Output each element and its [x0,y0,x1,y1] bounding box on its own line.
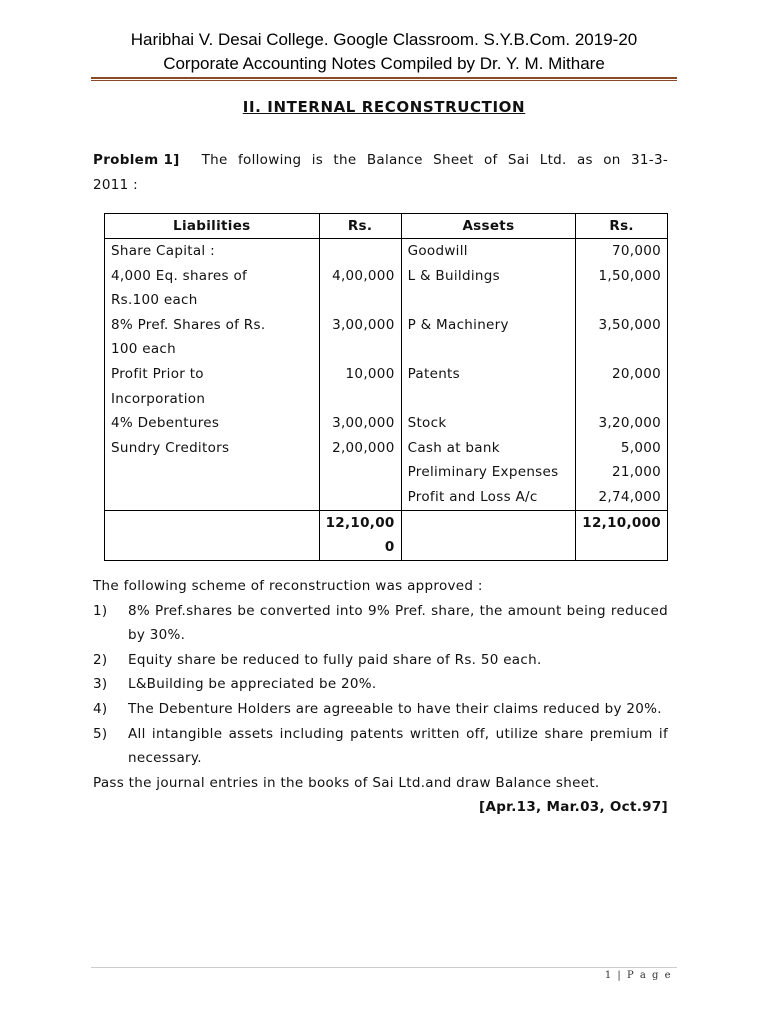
reconstruction-scheme [93,574,668,820]
table-row [105,337,668,362]
problem-label: Problem 1] [93,152,180,168]
problem-text-1: The following is the Balance Sheet of Sai Ltd. as on 31-3- [201,152,668,168]
asset-amount [576,387,668,412]
table-row [105,485,668,510]
list-item [93,672,668,697]
scheme-instruction: Pass the journal entries in the books of Sai Ltd.and draw Balance sheet. [93,774,600,791]
balance-sheet-table [104,213,668,561]
liability-name [105,485,320,510]
asset-amount: 3,50,000 [576,313,668,338]
header-liabilities: Liabilities [105,214,320,239]
header-divider [91,77,677,79]
liability-name: Incorporation [105,387,320,412]
asset-name: L & Buildings [401,264,576,289]
list-item-number: 2) [93,651,108,668]
asset-amount: 70,000 [576,239,668,264]
page-number: 1 | P a g e [604,970,672,981]
list-item-text: L&Building be appreciated be 20%. [128,676,377,693]
header-assets: Assets [401,214,576,239]
list-item-number: 3) [93,676,108,693]
page-header [0,28,768,76]
asset-name [401,387,576,412]
list-item-text: All intangible assets including patents written off, utilize share premium if necessary. [128,725,668,767]
problem-statement [93,148,668,198]
list-item-text: The Debenture Holders are agreeable to have their claims reduced by 20%. [128,700,662,717]
asset-amount: 5,000 [576,436,668,461]
liability-name: 100 each [105,337,320,362]
liability-amount: 3,00,000 [319,411,401,436]
asset-amount: 21,000 [576,460,668,485]
liability-name [105,460,320,485]
table-row [105,411,668,436]
asset-amount: 1,50,000 [576,264,668,289]
asset-name: Patents [401,362,576,387]
exam-reference: [Apr.13, Mar.03, Oct.97] [479,799,668,816]
table-row [105,264,668,289]
liability-amount [319,288,401,313]
total-liabilities: 12,10,00 0 [319,510,401,560]
header-line-1: Haribhai V. Desai College. Google Classroom. S.Y.B.Com. 2019-20 [130,30,638,49]
problem-line-1 [93,148,668,173]
table-row [105,436,668,461]
list-item-number: 4) [93,700,108,717]
asset-name: Cash at bank [401,436,576,461]
asset-name [401,288,576,313]
liability-amount [319,460,401,485]
liability-amount [319,387,401,412]
liability-amount: 2,00,000 [319,436,401,461]
liability-name: 4% Debentures [105,411,320,436]
liability-amount: 4,00,000 [319,264,401,289]
list-item-text: Equity share be reduced to fully paid share of Rs. 50 each. [128,651,542,668]
footer-divider [91,967,677,968]
table-row [105,387,668,412]
asset-name: Stock [401,411,576,436]
liability-name: Sundry Creditors [105,436,320,461]
list-item-number: 5) [93,725,108,742]
liability-name: 8% Pref. Shares of Rs. [105,313,320,338]
liability-amount: 3,00,000 [319,313,401,338]
liability-amount [319,239,401,264]
asset-name [401,337,576,362]
header-rs-liabilities: Rs. [319,214,401,239]
problem-text-2: 2011 : [93,177,138,193]
liability-amount [319,485,401,510]
asset-amount: 3,20,000 [576,411,668,436]
table-total-row [105,510,668,560]
liability-amount: 10,000 [319,362,401,387]
scheme-list [93,599,668,771]
total-assets: 12,10,000 [576,510,668,560]
liability-name: Profit Prior to [105,362,320,387]
list-item-text: 8% Pref.shares be converted into 9% Pref. share, the amount being reduced by 30%. [128,602,668,644]
table-header-row [105,214,668,239]
asset-amount: 2,74,000 [576,485,668,510]
header-line-2: Corporate Accounting Notes Compiled by Dr. Y. M. Mithare [163,54,605,73]
liability-amount [319,337,401,362]
liability-name: Rs.100 each [105,288,320,313]
list-item [93,722,668,771]
total-label-assets [401,510,576,560]
list-item [93,599,668,648]
table-row [105,313,668,338]
list-item [93,697,668,722]
asset-name: Goodwill [401,239,576,264]
asset-name: P & Machinery [401,313,576,338]
header-divider-thin [91,80,677,81]
header-rs-assets: Rs. [576,214,668,239]
table-row [105,239,668,264]
list-item-number: 1) [93,602,108,619]
liability-name: 4,000 Eq. shares of [105,264,320,289]
table-row [105,460,668,485]
list-item [93,648,668,673]
asset-name: Preliminary Expenses [401,460,576,485]
total-label-liabilities [105,510,320,560]
balance-sheet-body [105,239,668,511]
asset-amount [576,288,668,313]
asset-amount: 20,000 [576,362,668,387]
asset-amount [576,337,668,362]
liability-name: Share Capital : [105,239,320,264]
scheme-intro: The following scheme of reconstruction was approved : [93,578,483,594]
section-title: II. INTERNAL RECONSTRUCTION [242,98,526,116]
asset-name: Profit and Loss A/c [401,485,576,510]
table-row [105,288,668,313]
table-row [105,362,668,387]
